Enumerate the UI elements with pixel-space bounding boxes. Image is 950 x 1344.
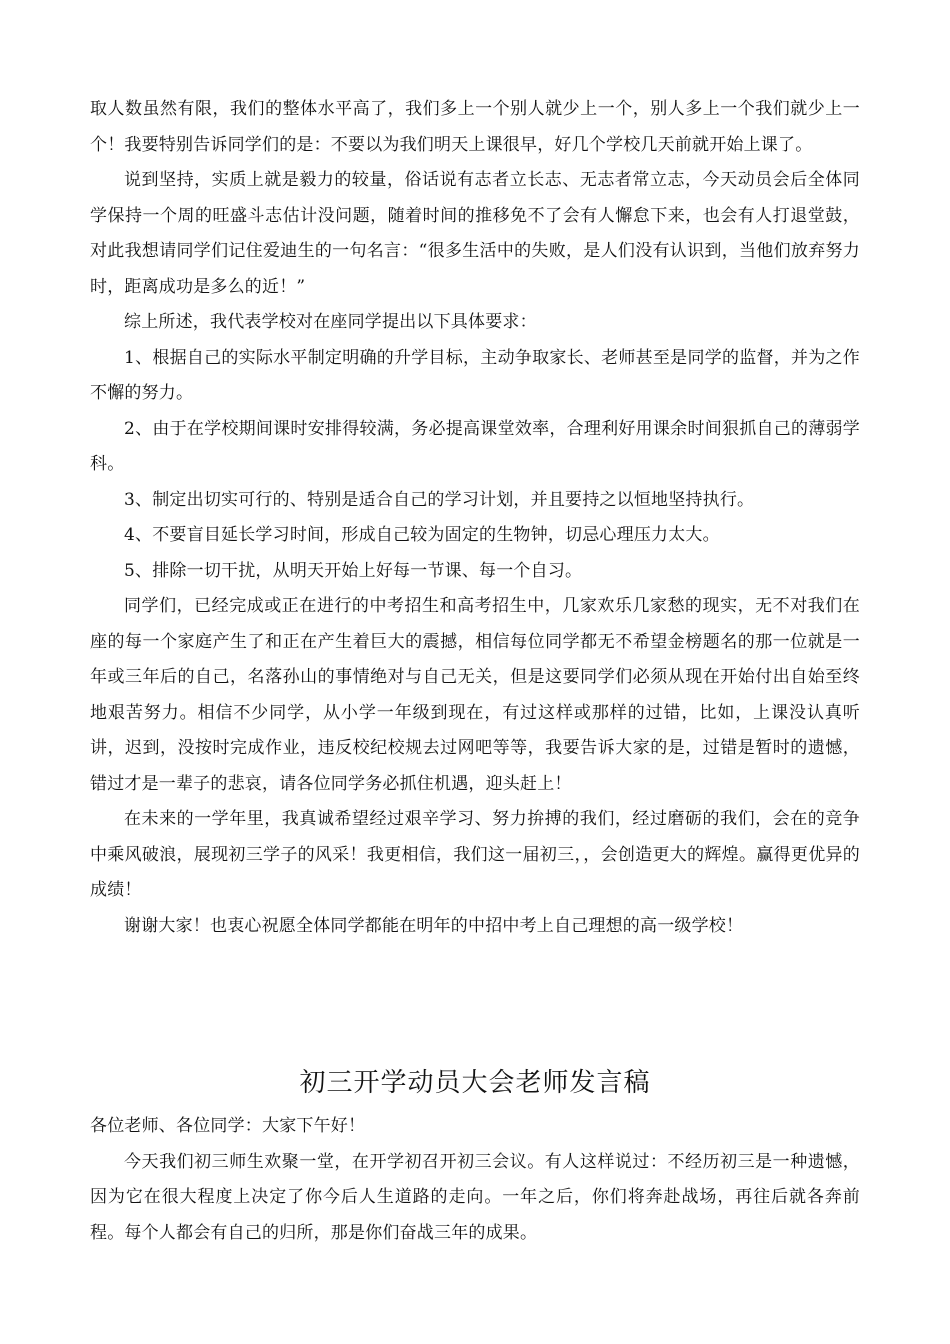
speech-title: 初三开学动员大会老师发言稿 — [299, 1068, 651, 1098]
paragraph-opening: 今天我们初三师生欢聚一堂，在开学初召开初三会议。有人这样说过：不经历初三是一种遗憾，因为它在很大程度上决定了你今后人生道路的走向。一年之后，你们将奔赴战场，再往后就各奔前程。每个人都会有自己的归所，那是你们奋战三年的成果。 — [90, 1151, 860, 1243]
paragraph-closing-thanks: 谢谢大家！也衷心祝愿全体同学都能在明年的中招中考上自己理想的高一级学校！ — [124, 915, 744, 936]
requirement-item-3: 3、制定出切实可行的、特别是适合自己的学习计划，并且要持之以恒地坚持执行。 — [124, 489, 755, 510]
paragraph-requirements-intro: 综上所述，我代表学校对在座同学提出以下具体要求： — [124, 312, 537, 332]
speech-continuation — [90, 92, 860, 944]
speech-greeting: 各位老师、各位同学：大家下午好！ — [90, 1116, 366, 1136]
second-speech — [90, 1063, 860, 1251]
requirement-item-1: 1、根据自己的实际水平制定明确的升学目标，主动争取家长、老师甚至是同学的监督，并为之作不懈的努力。 — [90, 347, 860, 403]
paragraph-exam-reality: 同学们，已经完成或正在进行的中考招生和高考招生中，几家欢乐几家愁的现实，无不对我们在座的每一个家庭产生了和正在产生着巨大的震撼，相信每位同学都无不希望金榜题名的那一位就是一年或三年后的自己，名落孙山的事情绝对与自己无关，但是这要同学们必须从现在开始付出自始至终地艰苦努力。相信不少同学，从小学一年级到现在，有过这样或那样的过错，比如，上课没认真听讲，迟到，没按时完成作业，违反校纪校规去过网吧等等，我要告诉大家的是，过错是暂时的遗憾，错过才是一辈子的悲哀，请各位同学务必抓住机遇，迎头赶上！ — [90, 596, 860, 794]
requirement-item-4: 4、不要盲目延长学习时间，形成自己较为固定的生物钟，切忌心理压力太大。 — [124, 525, 720, 545]
paragraph-future-hope: 在未来的一学年里，我真诚希望经过艰辛学习、努力拚搏的我们，经过磨砺的我们，会在的竞争中乘风破浪，展现初三学子的风采！我更相信，我们这一届初三，，会创造更大的辉煌。赢得更优异的成绩！ — [90, 809, 860, 900]
requirement-item-5: 5、排除一切干扰，从明天开始上好每一节课、每一个自习。 — [124, 560, 583, 581]
paragraph-perseverance: 说到坚持，实质上就是毅力的较量，俗话说有志者立长志、无志者常立志，今天动员会后全体同学保持一个周的旺盛斗志估计没问题，随着时间的推移免不了会有人懈怠下来，也会有人打退堂鼓，对此我想请同学们记住爱迪生的一句名言：“很多生活中的失败，是人们没有认识到，当他们放弃努力时，距离成功是多么的近！” — [90, 170, 860, 297]
requirement-item-2: 2、由于在学校期间课时安排得较满，务必提高课堂效率，合理利好用课余时间狠抓自己的薄弱学科。 — [90, 418, 860, 474]
paragraph-enrollment-competition: 取人数虽然有限，我们的整体水平高了，我们多上一个别人就少上一个，别人多上一个我们就少上一个！我要特别告诉同学们的是：不要以为我们明天上课很早，好几个学校几天前就开始上课了。 — [90, 99, 860, 155]
